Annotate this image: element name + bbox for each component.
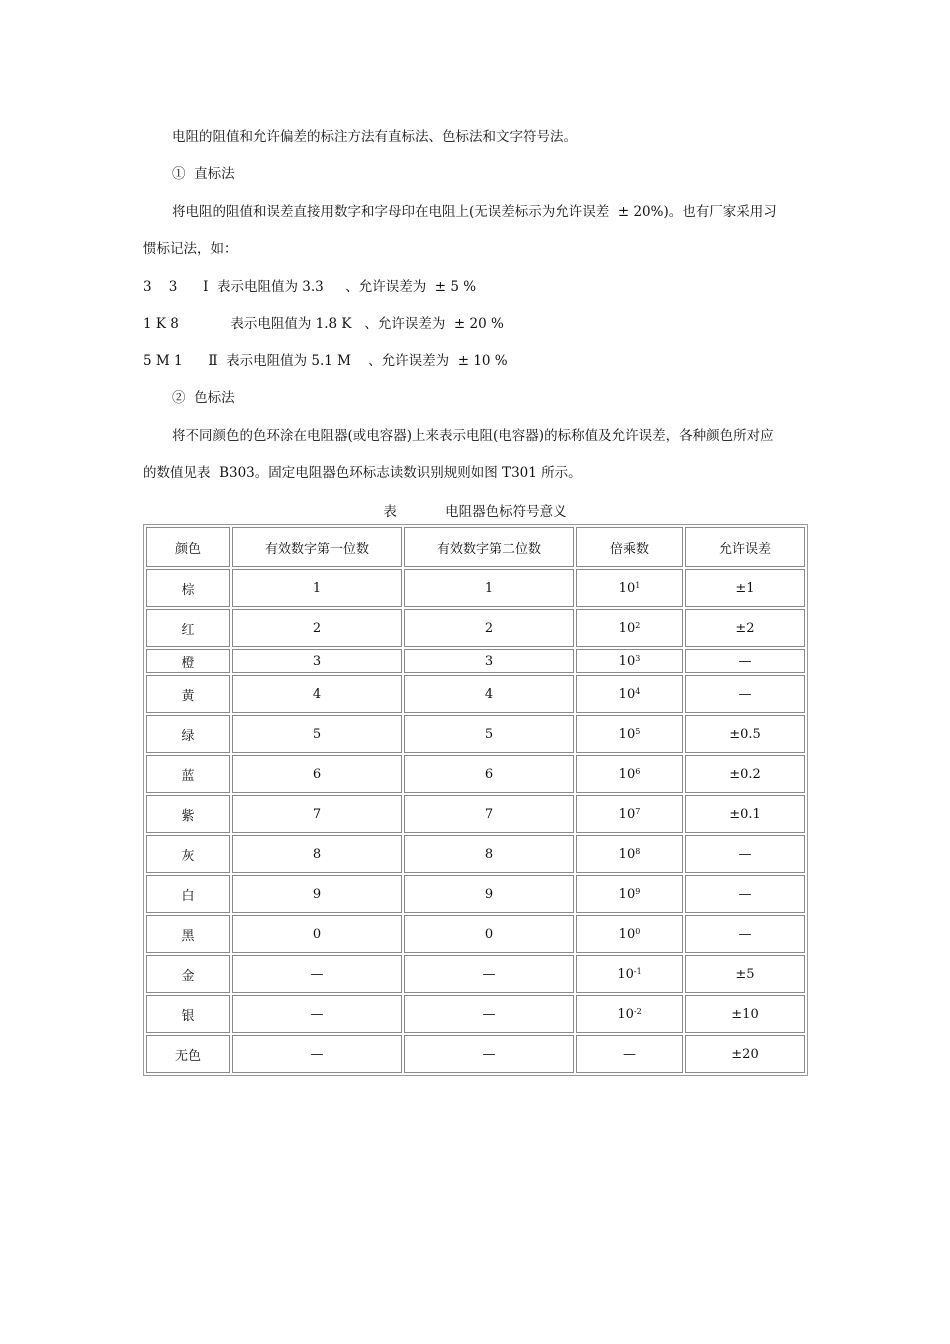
tolerance-cell: ±0.5 [685, 715, 805, 753]
multiplier-cell [576, 915, 683, 953]
tolerance-cell: — [685, 649, 805, 673]
tolerance-cell: ±0.1 [685, 795, 805, 833]
multiplier-cell [576, 875, 683, 913]
intro-paragraph: 电阻的阻值和允许偏差的标注方法有直标法、色标法和文字符号法。 [172, 129, 577, 145]
multiplier-cell [576, 609, 683, 647]
color-cell: 银 [146, 995, 230, 1033]
table-row [146, 715, 805, 753]
multiplier-exponent: 4 [635, 686, 641, 696]
table-row [146, 955, 805, 993]
table-caption-title: 电阻器色标符号意义 [445, 504, 567, 520]
color-cell: 棕 [146, 569, 230, 607]
example-line-3: 5 M 1 Ⅱ 表示电阻值为 5.1 M 、允许误差为 ± 10 % [143, 353, 508, 369]
digit2-cell: 1 [404, 569, 574, 607]
section1-heading: ① 直标法 [172, 166, 235, 182]
multiplier-base: 10 [618, 806, 636, 822]
multiplier-cell [576, 955, 683, 993]
digit2-cell: — [404, 1035, 574, 1073]
table-row [146, 1035, 805, 1073]
section1-text-line1: 将电阻的阻值和误差直接用数字和字母印在电阻上(无误差标示为允许误差 ± 20%)。也有厂家采用习 [172, 204, 777, 220]
multiplier-exponent: 0 [635, 926, 641, 936]
tolerance-cell: — [685, 915, 805, 953]
header-cell: 倍乘数 [576, 527, 683, 567]
digit1-cell: 7 [232, 795, 402, 833]
multiplier-exponent: 2 [635, 620, 641, 630]
color-cell: 紫 [146, 795, 230, 833]
digit1-cell: — [232, 995, 402, 1033]
digit1-cell: 3 [232, 649, 402, 673]
multiplier-base: 10 [618, 926, 636, 942]
multiplier-exponent: 5 [635, 726, 641, 736]
table-row [146, 609, 805, 647]
example-line-2: 1 K 8 表示电阻值为 1.8 K 、允许误差为 ± 20 % [143, 316, 504, 332]
table-row [146, 569, 805, 607]
color-cell: 金 [146, 955, 230, 993]
multiplier-exponent: 7 [635, 806, 641, 816]
section2-heading: ② 色标法 [172, 390, 235, 406]
digit1-cell: — [232, 1035, 402, 1073]
multiplier-base: 10 [618, 886, 636, 902]
section2-text-line1: 将不同颜色的色环涂在电阻器(或电容器)上来表示电阻(电容器)的标称值及允许误差，各种颜色所对应 [172, 428, 774, 444]
multiplier-exponent: -2 [633, 1006, 642, 1016]
header-cell: 有效数字第二位数 [404, 527, 574, 567]
digit1-cell: 8 [232, 835, 402, 873]
digit2-cell: 7 [404, 795, 574, 833]
digit1-cell: 9 [232, 875, 402, 913]
color-cell: 白 [146, 875, 230, 913]
multiplier-cell [576, 675, 683, 713]
digit2-cell: 4 [404, 675, 574, 713]
digit2-cell: 9 [404, 875, 574, 913]
tolerance-cell: — [685, 675, 805, 713]
digit1-cell: 4 [232, 675, 402, 713]
multiplier-exponent: 8 [635, 846, 641, 856]
multiplier-base: 10 [618, 580, 636, 596]
multiplier-cell [576, 835, 683, 873]
color-cell: 绿 [146, 715, 230, 753]
table-header-row [146, 527, 805, 567]
multiplier-cell [576, 995, 683, 1033]
multiplier-base: 10 [618, 726, 636, 742]
multiplier-exponent: 1 [635, 580, 641, 590]
digit2-cell: 8 [404, 835, 574, 873]
digit2-cell: 3 [404, 649, 574, 673]
digit2-cell: 5 [404, 715, 574, 753]
multiplier-base: 10 [618, 653, 636, 669]
section1-text-line2: 惯标记法，如： [143, 241, 238, 257]
table-row [146, 835, 805, 873]
digit1-cell: 1 [232, 569, 402, 607]
multiplier-exponent: 6 [635, 766, 641, 776]
multiplier-exponent: 3 [635, 653, 641, 663]
header-cell: 颜色 [146, 527, 230, 567]
digit1-cell: 6 [232, 755, 402, 793]
multiplier-cell [576, 649, 683, 673]
digit2-cell: — [404, 955, 574, 993]
table-caption [0, 500, 950, 520]
multiplier-cell [576, 569, 683, 607]
multiplier-base: 10 [618, 846, 636, 862]
color-cell: 黑 [146, 915, 230, 953]
tolerance-cell: ±10 [685, 995, 805, 1033]
multiplier-base: 10 [617, 1006, 634, 1022]
color-cell: 红 [146, 609, 230, 647]
color-cell: 黄 [146, 675, 230, 713]
digit2-cell: 6 [404, 755, 574, 793]
multiplier-cell [576, 1035, 683, 1073]
table-row [146, 995, 805, 1033]
example-line-1: 3 3 Ⅰ 表示电阻值为 3.3 、允许误差为 ± 5 % [143, 279, 477, 295]
color-code-table [143, 524, 808, 1076]
table-row [146, 875, 805, 913]
multiplier-cell [576, 755, 683, 793]
tolerance-cell: — [685, 875, 805, 913]
digit1-cell: 0 [232, 915, 402, 953]
header-cell: 允许误差 [685, 527, 805, 567]
digit2-cell: — [404, 995, 574, 1033]
table-caption-prefix: 表 [383, 504, 397, 520]
color-cell: 橙 [146, 649, 230, 673]
multiplier-exponent: -1 [633, 966, 642, 976]
tolerance-cell: ±20 [685, 1035, 805, 1073]
digit2-cell: 2 [404, 609, 574, 647]
table-row [146, 795, 805, 833]
color-cell: 蓝 [146, 755, 230, 793]
header-cell: 有效数字第一位数 [232, 527, 402, 567]
digit2-cell: 0 [404, 915, 574, 953]
multiplier-base: 10 [618, 620, 636, 636]
table-row [146, 675, 805, 713]
section2-text-line2: 的数值见表 B303。固定电阻器色环标志读数识别规则如图 T301 所示。 [143, 465, 582, 481]
multiplier-base: 10 [618, 766, 636, 782]
multiplier-base: 10 [618, 686, 636, 702]
table-row [146, 649, 805, 673]
table-row [146, 915, 805, 953]
multiplier-exponent: 9 [635, 886, 641, 896]
table-row [146, 755, 805, 793]
tolerance-cell: — [685, 835, 805, 873]
tolerance-cell: ±2 [685, 609, 805, 647]
tolerance-cell: ±0.2 [685, 755, 805, 793]
multiplier-cell [576, 795, 683, 833]
tolerance-cell: ±1 [685, 569, 805, 607]
color-cell: 灰 [146, 835, 230, 873]
color-cell: 无色 [146, 1035, 230, 1073]
digit1-cell: 5 [232, 715, 402, 753]
tolerance-cell: ±5 [685, 955, 805, 993]
digit1-cell: 2 [232, 609, 402, 647]
multiplier-base: — [623, 1046, 636, 1062]
digit1-cell: — [232, 955, 402, 993]
multiplier-cell [576, 715, 683, 753]
multiplier-base: 10 [617, 966, 634, 982]
